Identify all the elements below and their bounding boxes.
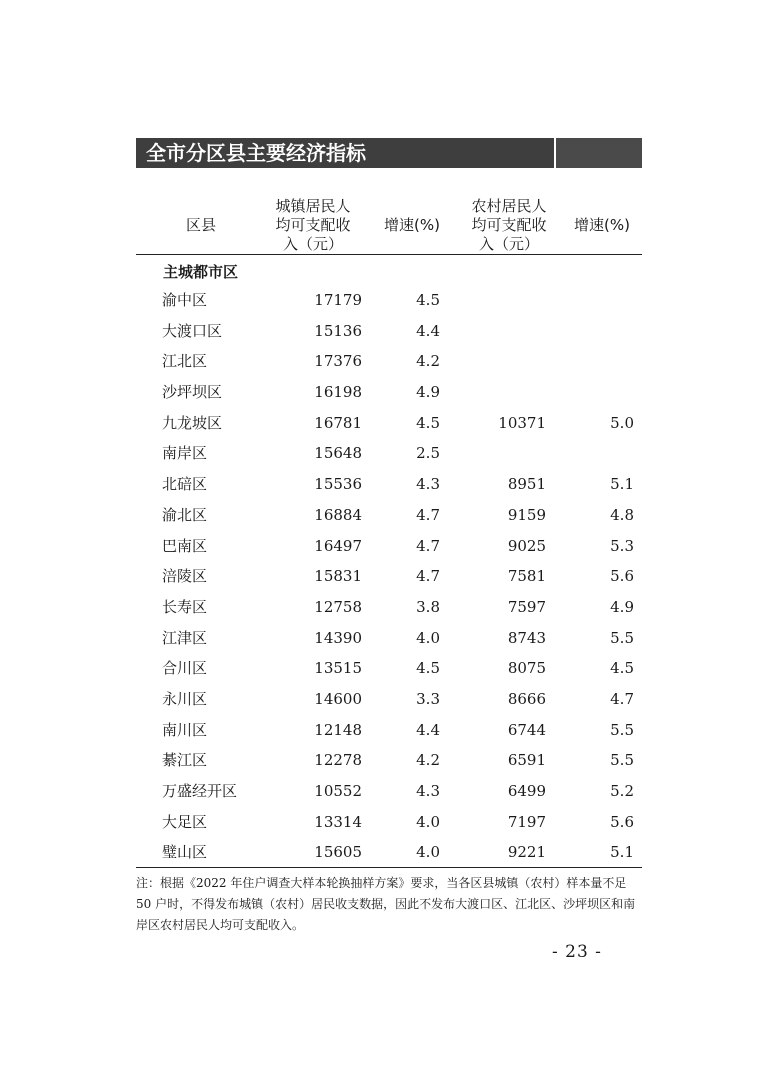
table-row bbox=[136, 776, 642, 807]
cell-district: 璧山区 bbox=[162, 843, 208, 862]
table-bottom-rule bbox=[136, 867, 642, 868]
cell-urban-growth: 4.5 bbox=[416, 659, 440, 678]
cell-district: 渝北区 bbox=[162, 505, 208, 524]
table-row bbox=[136, 285, 642, 316]
table-row bbox=[136, 561, 642, 592]
cell-rural-income: 7581 bbox=[507, 567, 546, 586]
table-row bbox=[136, 408, 642, 439]
cell-urban-income: 16198 bbox=[314, 383, 362, 402]
table-row bbox=[136, 837, 642, 868]
cell-rural-growth bbox=[566, 438, 634, 469]
cell-district: 南川区 bbox=[162, 720, 208, 739]
cell-rural-income bbox=[466, 346, 546, 377]
cell-rural-income bbox=[466, 316, 546, 347]
cell-urban-income: 17179 bbox=[314, 291, 362, 309]
cell-rural-income: 8075 bbox=[507, 659, 546, 678]
table-row bbox=[136, 377, 642, 408]
cell-rural-growth: 4.5 bbox=[610, 659, 634, 678]
cell-rural-growth: 5.2 bbox=[610, 782, 634, 800]
cell-district: 江北区 bbox=[162, 352, 208, 371]
cell-rural-income: 8951 bbox=[507, 475, 546, 494]
cell-rural-income: 6591 bbox=[507, 751, 546, 770]
table-row bbox=[136, 653, 642, 684]
cell-urban-income: 17376 bbox=[314, 352, 362, 371]
section-title-bar bbox=[136, 138, 642, 168]
header-rural-growth: 增速(%) bbox=[574, 215, 630, 234]
cell-urban-income: 15831 bbox=[314, 567, 362, 586]
cell-urban-growth: 2.5 bbox=[416, 444, 440, 463]
table-header bbox=[136, 196, 642, 254]
cell-rural-growth bbox=[566, 316, 634, 347]
cell-urban-income: 15648 bbox=[314, 444, 362, 463]
cell-district: 万盛经开区 bbox=[162, 782, 238, 800]
table-row bbox=[136, 684, 642, 715]
cell-urban-income: 16884 bbox=[314, 505, 362, 524]
cell-urban-growth: 3.8 bbox=[416, 597, 440, 616]
cell-urban-growth: 4.7 bbox=[416, 567, 440, 586]
cell-urban-income: 12758 bbox=[314, 597, 362, 616]
cell-rural-income bbox=[466, 377, 546, 408]
cell-rural-growth: 4.7 bbox=[610, 689, 634, 708]
cell-rural-income: 9159 bbox=[507, 505, 546, 524]
cell-district: 渝中区 bbox=[162, 291, 208, 309]
cell-urban-income: 12278 bbox=[314, 751, 362, 770]
cell-rural-income: 10371 bbox=[498, 413, 546, 432]
cell-district: 合川区 bbox=[162, 659, 208, 678]
cell-urban-growth: 4.5 bbox=[416, 291, 440, 309]
table-row bbox=[136, 623, 642, 654]
table-row bbox=[136, 745, 642, 776]
cell-district: 南岸区 bbox=[162, 444, 208, 463]
header-bottom-rule bbox=[136, 254, 642, 255]
cell-rural-income: 6744 bbox=[507, 720, 546, 739]
cell-rural-growth bbox=[566, 285, 634, 316]
cell-district: 大渡口区 bbox=[162, 321, 223, 340]
cell-district: 江津区 bbox=[162, 628, 208, 647]
cell-urban-income: 13515 bbox=[314, 659, 362, 678]
cell-rural-income: 9221 bbox=[507, 843, 546, 862]
cell-rural-income bbox=[466, 438, 546, 469]
cell-rural-income: 8666 bbox=[507, 689, 546, 708]
cell-urban-income: 12148 bbox=[314, 720, 362, 739]
cell-urban-growth: 4.4 bbox=[416, 321, 440, 340]
header-urban-growth: 增速(%) bbox=[384, 215, 440, 234]
cell-rural-growth: 5.3 bbox=[610, 536, 634, 555]
cell-urban-income: 14600 bbox=[314, 689, 362, 708]
cell-urban-income: 16781 bbox=[314, 413, 362, 432]
cell-urban-growth: 4.3 bbox=[416, 475, 440, 494]
cell-rural-growth: 5.5 bbox=[610, 628, 634, 647]
cell-urban-growth: 4.2 bbox=[416, 751, 440, 770]
cell-district: 北碚区 bbox=[162, 475, 208, 494]
section-title: 全市分区县主要经济指标 bbox=[136, 138, 554, 168]
table-row bbox=[136, 807, 642, 838]
cell-district: 巴南区 bbox=[162, 536, 208, 555]
cell-urban-growth: 4.0 bbox=[416, 812, 440, 831]
title-bar-tail bbox=[556, 138, 642, 168]
footnote: 注：根据《2022 年住户调查大样本轮换抽样方案》要求，当各区县城镇（农村）样本量不足 50 户时，不得发布城镇（农村）居民收支数据，因此不发布大渡口区、江北区、沙坪坝区和南岸区农村居民人均可支配收入。 bbox=[136, 876, 636, 932]
cell-rural-growth bbox=[566, 377, 634, 408]
cell-urban-growth: 4.4 bbox=[416, 720, 440, 739]
table-row bbox=[136, 715, 642, 746]
cell-district: 长寿区 bbox=[162, 597, 208, 616]
table-row bbox=[136, 469, 642, 500]
group-label: 主城都市区 bbox=[163, 263, 239, 281]
cell-urban-growth: 4.7 bbox=[416, 536, 440, 555]
cell-district: 綦江区 bbox=[162, 751, 208, 770]
cell-urban-growth: 3.3 bbox=[416, 689, 440, 708]
cell-urban-growth: 4.9 bbox=[416, 383, 440, 402]
cell-rural-income: 8743 bbox=[507, 628, 546, 647]
cell-district: 涪陵区 bbox=[162, 567, 208, 586]
cell-rural-growth: 5.6 bbox=[610, 567, 634, 586]
cell-rural-growth: 5.5 bbox=[610, 720, 634, 739]
cell-district: 大足区 bbox=[162, 812, 208, 831]
header-district: 区县 bbox=[185, 215, 216, 234]
cell-urban-income: 15605 bbox=[314, 843, 362, 862]
cell-urban-income: 15136 bbox=[314, 321, 362, 340]
cell-urban-income: 10552 bbox=[314, 782, 362, 800]
cell-rural-income: 7597 bbox=[507, 597, 546, 616]
cell-rural-growth: 5.1 bbox=[610, 475, 634, 494]
cell-urban-growth: 4.5 bbox=[416, 413, 440, 432]
cell-urban-income: 14390 bbox=[314, 628, 362, 647]
cell-rural-growth: 5.0 bbox=[610, 413, 634, 432]
table-row bbox=[136, 592, 642, 623]
cell-district: 九龙坡区 bbox=[162, 413, 223, 432]
cell-rural-growth bbox=[566, 346, 634, 377]
cell-rural-income: 9025 bbox=[507, 536, 546, 555]
cell-rural-growth: 4.9 bbox=[610, 597, 634, 616]
cell-district: 沙坪坝区 bbox=[162, 383, 223, 402]
cell-urban-income: 16497 bbox=[314, 536, 362, 555]
cell-rural-growth: 5.5 bbox=[610, 751, 634, 770]
table-row bbox=[136, 500, 642, 531]
cell-rural-income: 6499 bbox=[507, 782, 546, 800]
cell-urban-income: 15536 bbox=[314, 475, 362, 494]
header-urban-income: 城镇居民人 均可支配收 入（元） bbox=[275, 196, 351, 253]
cell-urban-income: 13314 bbox=[314, 812, 362, 831]
cell-rural-growth: 4.8 bbox=[610, 505, 634, 524]
cell-urban-growth: 4.2 bbox=[416, 352, 440, 371]
cell-rural-growth: 5.1 bbox=[610, 843, 634, 862]
cell-urban-growth: 4.3 bbox=[416, 782, 440, 800]
page-number: - 23 - bbox=[552, 942, 602, 962]
cell-rural-income bbox=[466, 285, 546, 316]
table-row bbox=[136, 346, 642, 377]
table-row bbox=[136, 438, 642, 469]
cell-district: 永川区 bbox=[162, 689, 208, 708]
table-row bbox=[136, 531, 642, 562]
cell-urban-growth: 4.0 bbox=[416, 628, 440, 647]
cell-rural-income: 7197 bbox=[507, 812, 546, 831]
table-body bbox=[136, 285, 642, 868]
cell-urban-growth: 4.0 bbox=[416, 843, 440, 862]
table-row bbox=[136, 316, 642, 347]
cell-rural-growth: 5.6 bbox=[610, 812, 634, 831]
cell-urban-growth: 4.7 bbox=[416, 505, 440, 524]
header-rural-income: 农村居民人 均可支配收 入（元） bbox=[471, 196, 547, 253]
